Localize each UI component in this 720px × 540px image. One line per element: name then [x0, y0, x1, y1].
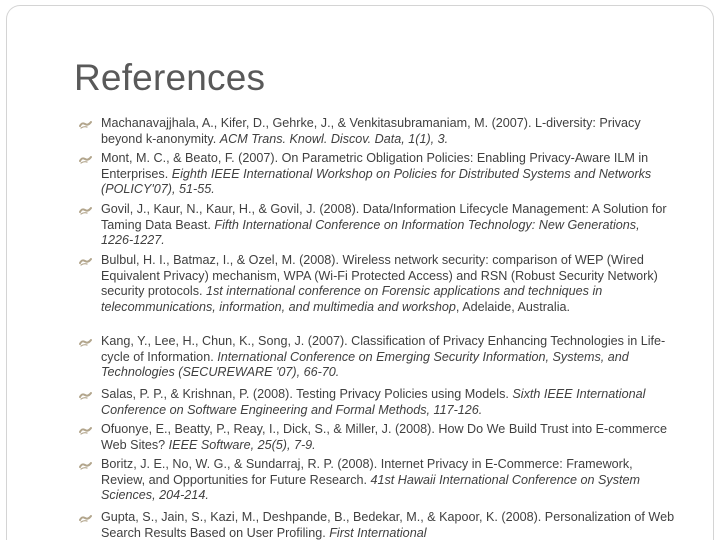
scroll-bullet-icon	[79, 206, 92, 215]
reference-text: Gupta, S., Jain, S., Kazi, M., Deshpande, B., Bedekar, M., & Kapoor, K. (2008). Personalization of Web Search Results Based on User Profiling. First International	[101, 510, 675, 540]
reference-source: Sixth IEEE International Conference on Software Engineering and Formal Methods, 117-126.	[101, 387, 646, 417]
scroll-bullet-icon	[79, 155, 92, 164]
reference-text: Kang, Y., Lee, H., Chun, K., Song, J. (2007). Classification of Privacy Enhancing Technologies in Life-cycle of Information. International Conference on Emerging Security Information, Systems, and Technologies (SECUREWARE '07), 66-70.	[101, 334, 666, 380]
scroll-bullet-icon	[79, 120, 92, 129]
reference-text: Salas, P. P., & Krishnan, P. (2008). Testing Privacy Policies using Models. Sixth IEEE International Conference on Software Engineering and Formal Methods, 117-126.	[101, 387, 646, 417]
slide-title: References	[74, 57, 266, 98]
scroll-bullet-icon	[79, 338, 92, 347]
reference-text: Machanavajjhala, A., Kifer, D., Gehrke, J., & Venkitasubramaniam, M. (2007). L-diversity: Privacy beyond k-anonymity. ACM Trans. Knowl. Discov. Data, 1(1), 3.	[101, 116, 641, 146]
reference-text: Bulbul, H. I., Batmaz, I., & Ozel, M. (2008). Wireless network security: comparison of WEP (Wired Equivalent Privacy) mechanism, WPA (Wi-Fi Protected Access) and RSN (Robust Security Network) security protocols. 1st international conference on Forensic applications and techniques in telecommunications, information, and multimedia and workshop, Adelaide, Australia.	[101, 253, 658, 314]
reference-source: Eighth IEEE International Workshop on Policies for Distributed Systems and Networks (POLICY'07), 51-55.	[101, 166, 652, 197]
scroll-bullet-icon	[79, 514, 92, 523]
reference-source: IEEE Software, 25(5), 7-9.	[168, 437, 316, 452]
reference-source: 41st Hawaii International Conference on System Sciences, 204-214.	[101, 472, 641, 503]
reference-source: 1st international conference on Forensic applications and techniques in telecommunications, information, and multimedia and workshop	[101, 284, 603, 314]
scroll-bullet-icon	[79, 391, 92, 400]
scroll-bullet-icon	[79, 426, 92, 435]
reference-source: ACM Trans. Knowl. Discov. Data, 1(1), 3.	[219, 131, 449, 146]
reference-text: Ofuonye, E., Beatty, P., Reay, I., Dick, S., & Miller, J. (2008). How Do We Build Trust into E-commerce Web Sites? IEEE Software, 25(5), 7-9.	[101, 422, 667, 452]
reference-text: Mont, M. C., & Beato, F. (2007). On Parametric Obligation Policies: Enabling Privacy-Aware ILM in Enterprises. Eighth IEEE International Workshop on Policies for Distributed Systems and Networks (POLICY'07), 51-55.	[101, 151, 652, 197]
reference-source: Fifth International Conference on Information Technology: New Generations, 1226-1227.	[101, 217, 640, 248]
scroll-bullet-icon	[79, 461, 92, 470]
reference-source: International Conference on Emerging Security Information, Systems, and Technologies (SECUREWARE '07), 66-70.	[101, 349, 629, 380]
scroll-bullet-icon	[79, 257, 92, 266]
reference-source: First International	[329, 525, 427, 540]
reference-text: Boritz, J. E., No, W. G., & Sundarraj, R. P. (2008). Internet Privacy in E-Commerce: Framework, Review, and Opportunities for Future Research. 41st Hawaii International Conference on System Sciences, 204-214.	[101, 457, 641, 503]
reference-text: Govil, J., Kaur, N., Kaur, H., & Govil, J. (2008). Data/Information Lifecycle Management: A Solution for Taming Data Beast. Fifth International Conference on Information Technology: New Generations, 1226-1227.	[101, 202, 667, 248]
